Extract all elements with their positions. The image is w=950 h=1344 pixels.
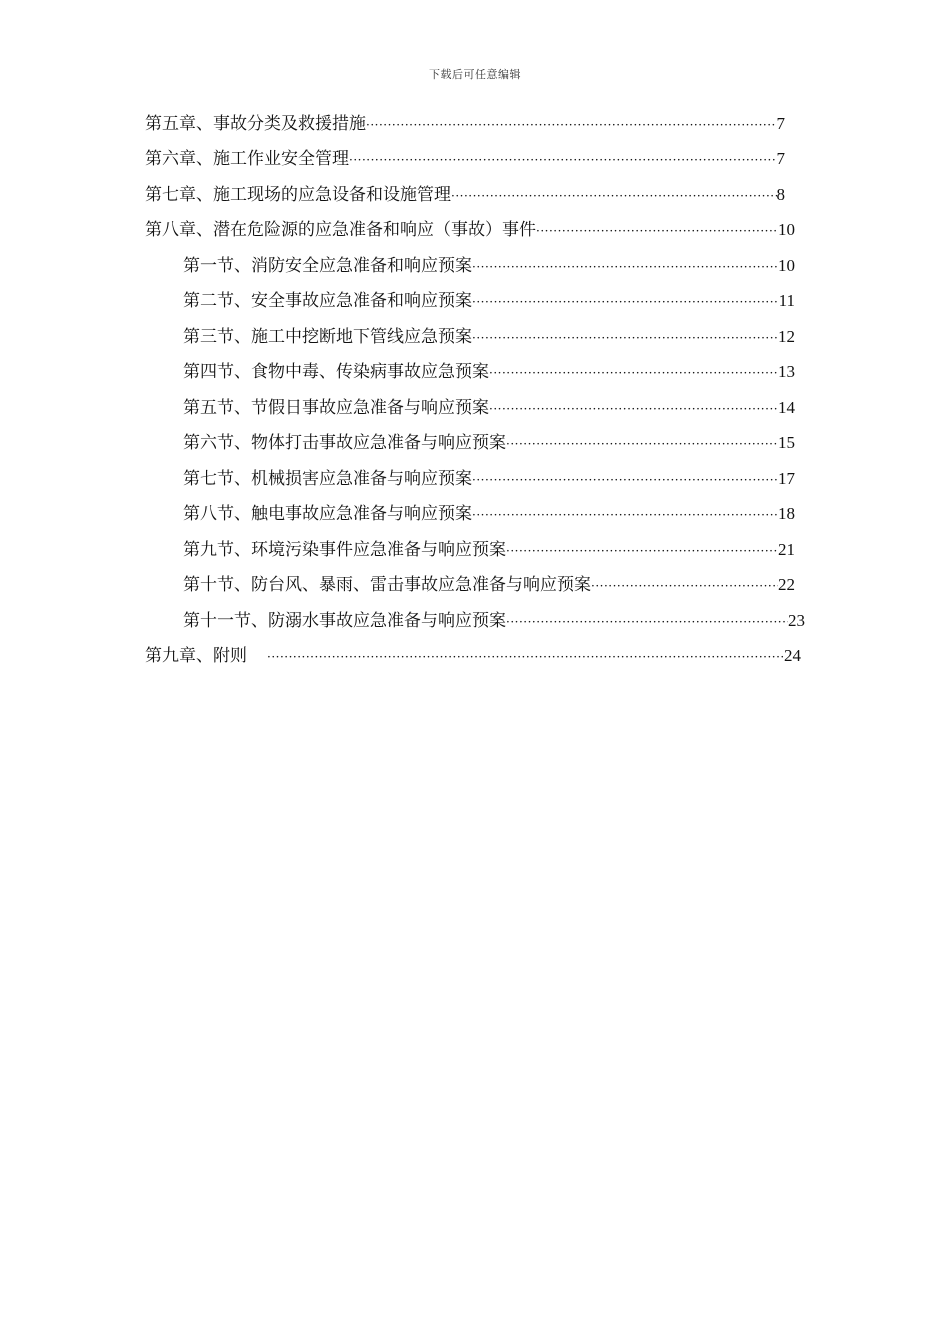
toc-entry-chapter-8: [145, 217, 795, 243]
toc-entry-page: 12: [778, 327, 795, 346]
toc-entry-title: 第八章、潜在危险源的应急准备和响应（事故）事件: [145, 220, 536, 240]
toc-entry-title: 第十一节、防溺水事故应急准备与响应预案: [183, 611, 506, 631]
toc-entry-title: 第二节、安全事故应急准备和响应预案: [183, 291, 472, 311]
toc-entry-title: 第五章、事故分类及救援措施: [145, 114, 366, 134]
toc-entry-section-4: [183, 359, 795, 385]
toc-dot-leader: [489, 360, 778, 385]
toc-dot-leader: [349, 147, 777, 172]
toc-entry-title: 第三节、施工中挖断地下管线应急预案: [183, 327, 472, 347]
toc-entry-page: 7: [776, 149, 785, 168]
header-note: 下载后可任意编辑: [429, 68, 521, 81]
toc-entry-title: 第八节、触电事故应急准备与响应预案: [183, 504, 472, 524]
toc-dot-leader: [506, 431, 778, 456]
toc-entry-title: 第九节、环境污染事件应急准备与响应预案: [183, 540, 506, 560]
toc-dot-leader: [472, 502, 778, 527]
toc-entry-page: 13: [778, 362, 795, 381]
toc-dot-leader: [472, 289, 779, 314]
toc-entry-page: 18: [778, 504, 795, 523]
toc-entry-chapter-7: [145, 182, 785, 208]
toc-dot-leader: [506, 538, 778, 563]
toc-entry-title: 第六章、施工作业安全管理: [145, 149, 349, 169]
toc-entry-chapter-6: [145, 146, 785, 172]
toc-entry-title: 第六节、物体打击事故应急准备与响应预案: [183, 433, 506, 453]
toc-entry-section-7: [183, 466, 795, 492]
toc-entry-title: 第五节、节假日事故应急准备与响应预案: [183, 398, 489, 418]
toc-entry-section-1: [183, 253, 795, 279]
toc-entry-page: 21: [778, 540, 795, 559]
toc-entry-page: 11: [778, 291, 795, 310]
toc-entry-section-3: [183, 324, 795, 350]
toc-entry-title: 第四节、食物中毒、传染病事故应急预案: [183, 362, 489, 382]
toc-entry-page: 24: [784, 646, 801, 665]
toc-dot-leader: [451, 183, 777, 208]
toc-entry-page: 14: [778, 398, 795, 417]
toc-dot-leader: [472, 467, 778, 492]
toc-entry-page: 17: [778, 469, 795, 488]
toc-dot-leader: [267, 644, 784, 669]
toc-entry-page: 23: [788, 611, 805, 630]
toc-entry-title: 第九章、附则: [145, 646, 247, 666]
toc-entry-section-6: [183, 430, 795, 456]
toc-entry-chapter-5: [145, 111, 785, 137]
toc-dot-leader: [506, 609, 788, 634]
toc-entry-page: 15: [778, 433, 795, 452]
toc-entry-page: 10: [778, 220, 795, 239]
toc-entry-section-8: [183, 501, 795, 527]
toc-entry-section-2: [183, 288, 795, 314]
toc-entry-page: 10: [778, 256, 795, 275]
toc-dot-leader: [489, 396, 778, 421]
toc-entry-page: 7: [776, 114, 785, 133]
toc-dot-leader: [472, 325, 778, 350]
toc-entry-title: 第七节、机械损害应急准备与响应预案: [183, 469, 472, 489]
toc-entry-page: 8: [776, 185, 785, 204]
toc-dot-leader: [366, 112, 777, 137]
toc-dot-leader: [591, 573, 778, 598]
toc-entry-section-5: [183, 395, 795, 421]
toc-dot-leader: [536, 218, 778, 243]
toc-entry-title: 第一节、消防安全应急准备和响应预案: [183, 256, 472, 276]
toc-entry-title: 第十节、防台风、暴雨、雷击事故应急准备与响应预案: [183, 575, 591, 595]
toc-entry-chapter-9: [145, 643, 801, 669]
toc-entry-title: 第七章、施工现场的应急设备和设施管理: [145, 185, 451, 205]
toc-entry-page: 22: [778, 575, 795, 594]
toc-dot-leader: [472, 254, 778, 279]
toc-entry-section-10: [183, 572, 795, 598]
toc-entry-section-11: [183, 608, 805, 634]
toc-entry-section-9: [183, 537, 795, 563]
